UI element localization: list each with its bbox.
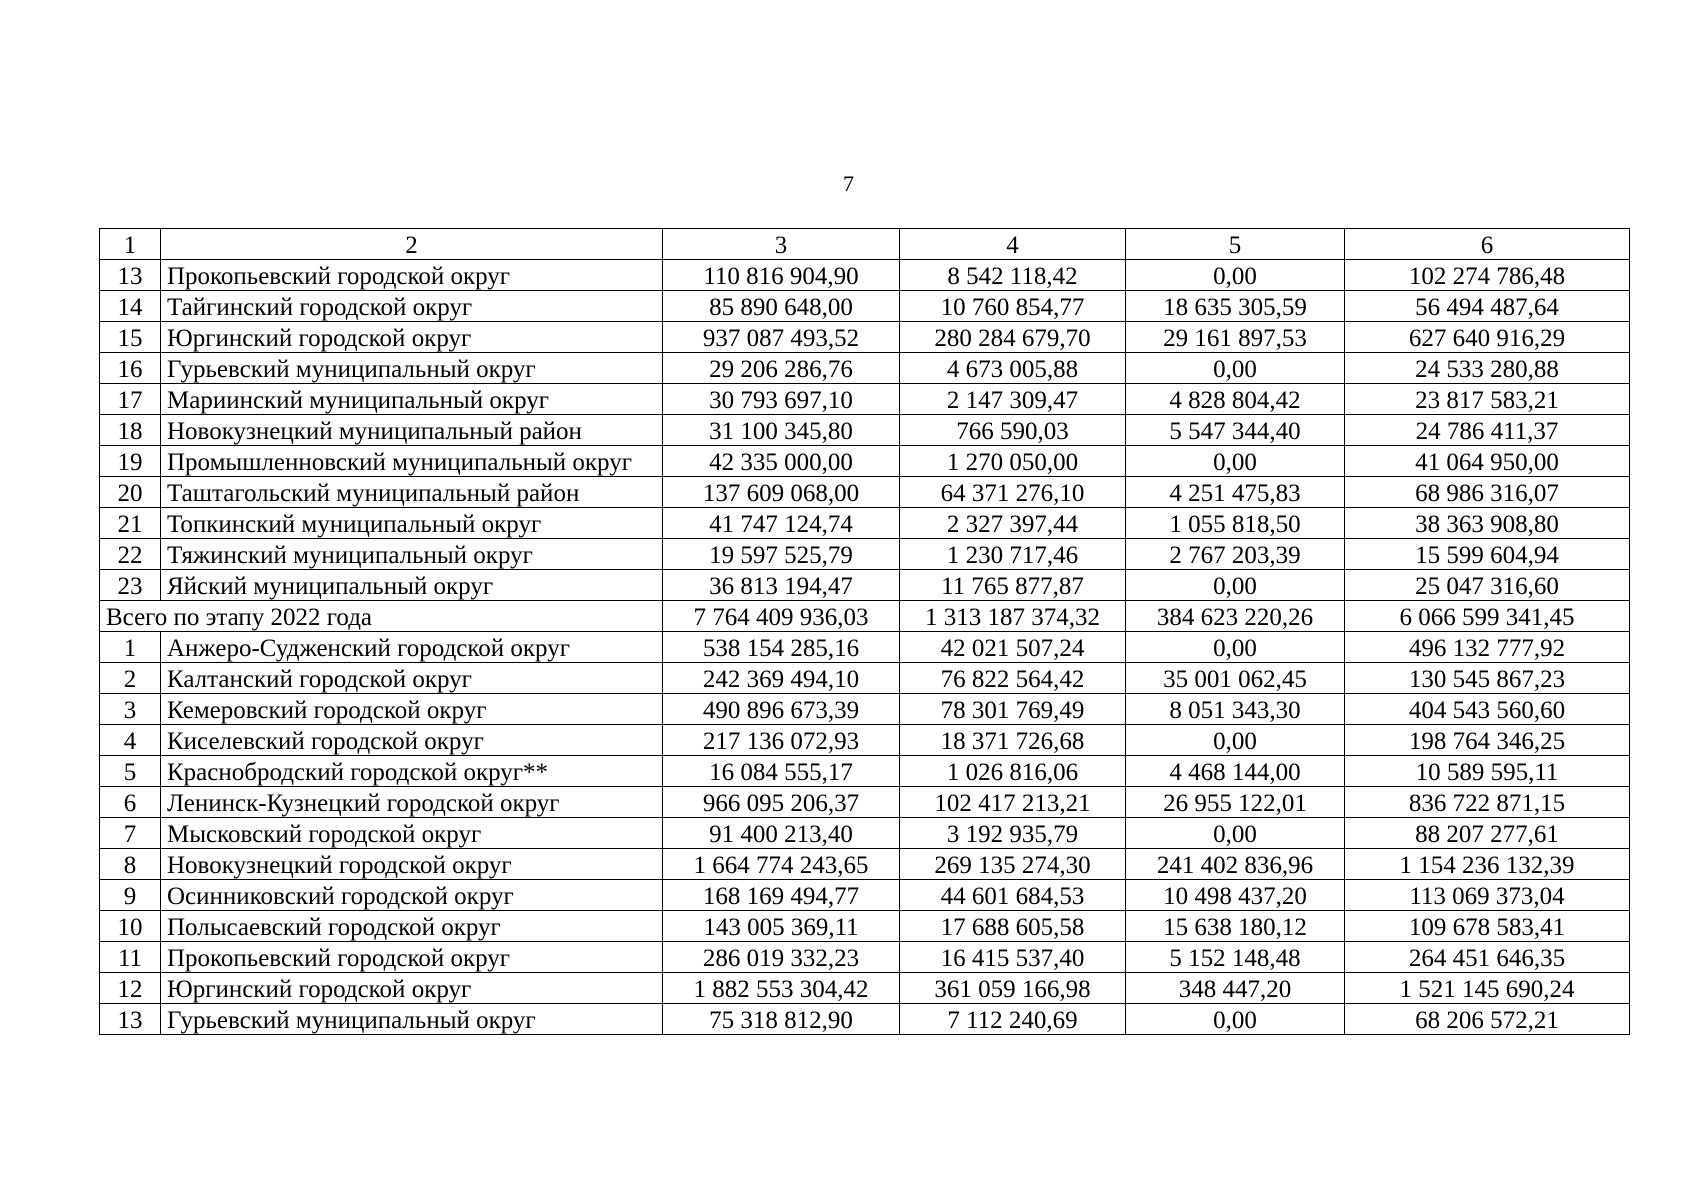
amount-c6: 496 132 777,92 <box>1345 632 1630 663</box>
row-number: 6 <box>100 787 161 818</box>
table-row <box>100 849 1630 880</box>
municipality-name: Топкинский муниципальный округ <box>161 508 663 539</box>
amount-c3: 242 369 494,10 <box>663 663 900 694</box>
column-header: 4 <box>900 229 1126 260</box>
amount-c5: 15 638 180,12 <box>1126 911 1345 942</box>
amount-c3: 538 154 285,16 <box>663 632 900 663</box>
amount-c3: 30 793 697,10 <box>663 384 900 415</box>
amount-c6: 10 589 595,11 <box>1345 756 1630 787</box>
amount-c6: 56 494 487,64 <box>1345 291 1630 322</box>
amount-c6: 1 154 236 132,39 <box>1345 849 1630 880</box>
table-row <box>100 477 1630 508</box>
amount-c4: 280 284 679,70 <box>900 322 1126 353</box>
total-row <box>100 601 1630 632</box>
amount-c5: 10 498 437,20 <box>1126 880 1345 911</box>
row-number: 17 <box>100 384 161 415</box>
row-number: 14 <box>100 291 161 322</box>
municipality-name: Таштагольский муниципальный район <box>161 477 663 508</box>
amount-c3: 217 136 072,93 <box>663 725 900 756</box>
table-row <box>100 539 1630 570</box>
table-row <box>100 632 1630 663</box>
amount-c5: 26 955 122,01 <box>1126 787 1345 818</box>
amount-c3: 41 747 124,74 <box>663 508 900 539</box>
municipality-name: Гурьевский муниципальный округ <box>161 1004 663 1035</box>
amount-c3: 143 005 369,11 <box>663 911 900 942</box>
amount-c4: 8 542 118,42 <box>900 260 1126 291</box>
amount-c4: 269 135 274,30 <box>900 849 1126 880</box>
amount-c4: 16 415 537,40 <box>900 942 1126 973</box>
amount-c6: 15 599 604,94 <box>1345 539 1630 570</box>
municipality-name: Осинниковский городской округ <box>161 880 663 911</box>
amount-c3: 31 100 345,80 <box>663 415 900 446</box>
municipality-name: Промышленновский муниципальный округ <box>161 446 663 477</box>
amount-c5: 0,00 <box>1126 446 1345 477</box>
total-amount-c4: 1 313 187 374,32 <box>900 601 1126 632</box>
row-number: 4 <box>100 725 161 756</box>
municipality-name: Мариинский муниципальный округ <box>161 384 663 415</box>
amount-c3: 19 597 525,79 <box>663 539 900 570</box>
amount-c3: 91 400 213,40 <box>663 818 900 849</box>
amount-c6: 264 451 646,35 <box>1345 942 1630 973</box>
amount-c6: 130 545 867,23 <box>1345 663 1630 694</box>
amount-c4: 1 026 816,06 <box>900 756 1126 787</box>
table-row <box>100 353 1630 384</box>
row-number: 22 <box>100 539 161 570</box>
amount-c5: 4 828 804,42 <box>1126 384 1345 415</box>
amount-c5: 5 547 344,40 <box>1126 415 1345 446</box>
amount-c4: 18 371 726,68 <box>900 725 1126 756</box>
amount-c6: 41 064 950,00 <box>1345 446 1630 477</box>
amount-c4: 78 301 769,49 <box>900 694 1126 725</box>
table-row <box>100 260 1630 291</box>
table-row <box>100 446 1630 477</box>
amount-c3: 16 084 555,17 <box>663 756 900 787</box>
amount-c3: 1 882 553 304,42 <box>663 973 900 1004</box>
table-row <box>100 725 1630 756</box>
row-number: 20 <box>100 477 161 508</box>
municipality-name: Мысковский городской округ <box>161 818 663 849</box>
table-row <box>100 415 1630 446</box>
subsidy-table <box>99 228 1630 1035</box>
amount-c4: 76 822 564,42 <box>900 663 1126 694</box>
table-row <box>100 911 1630 942</box>
amount-c5: 0,00 <box>1126 818 1345 849</box>
column-header: 1 <box>100 229 161 260</box>
row-number: 8 <box>100 849 161 880</box>
amount-c6: 68 986 316,07 <box>1345 477 1630 508</box>
municipality-name: Прокопьевский городской округ <box>161 260 663 291</box>
amount-c4: 3 192 935,79 <box>900 818 1126 849</box>
table-row <box>100 508 1630 539</box>
row-number: 5 <box>100 756 161 787</box>
column-header: 6 <box>1345 229 1630 260</box>
amount-c6: 102 274 786,48 <box>1345 260 1630 291</box>
amount-c3: 110 816 904,90 <box>663 260 900 291</box>
row-number: 2 <box>100 663 161 694</box>
municipality-name: Калтанский городской округ <box>161 663 663 694</box>
amount-c3: 490 896 673,39 <box>663 694 900 725</box>
amount-c4: 361 059 166,98 <box>900 973 1126 1004</box>
amount-c3: 168 169 494,77 <box>663 880 900 911</box>
amount-c6: 836 722 871,15 <box>1345 787 1630 818</box>
amount-c5: 0,00 <box>1126 353 1345 384</box>
municipality-name: Ленинск-Кузнецкий городской округ <box>161 787 663 818</box>
municipality-name: Новокузнецкий городской округ <box>161 849 663 880</box>
table-row <box>100 570 1630 601</box>
municipality-name: Киселевский городской округ <box>161 725 663 756</box>
row-number: 16 <box>100 353 161 384</box>
amount-c4: 2 147 309,47 <box>900 384 1126 415</box>
total-amount-c3: 7 764 409 936,03 <box>663 601 900 632</box>
amount-c4: 42 021 507,24 <box>900 632 1126 663</box>
row-number: 3 <box>100 694 161 725</box>
column-header: 5 <box>1126 229 1345 260</box>
row-number: 21 <box>100 508 161 539</box>
amount-c5: 35 001 062,45 <box>1126 663 1345 694</box>
amount-c5: 8 051 343,30 <box>1126 694 1345 725</box>
municipality-name: Прокопьевский городской округ <box>161 942 663 973</box>
table-row <box>100 942 1630 973</box>
amount-c4: 102 417 213,21 <box>900 787 1126 818</box>
table-row <box>100 787 1630 818</box>
amount-c6: 627 640 916,29 <box>1345 322 1630 353</box>
municipality-name: Гурьевский муниципальный округ <box>161 353 663 384</box>
amount-c5: 1 055 818,50 <box>1126 508 1345 539</box>
amount-c5: 5 152 148,48 <box>1126 942 1345 973</box>
row-number: 19 <box>100 446 161 477</box>
amount-c6: 404 543 560,60 <box>1345 694 1630 725</box>
amount-c3: 29 206 286,76 <box>663 353 900 384</box>
amount-c4: 1 270 050,00 <box>900 446 1126 477</box>
column-numbers-row <box>100 229 1630 260</box>
amount-c6: 198 764 346,25 <box>1345 725 1630 756</box>
amount-c5: 4 251 475,83 <box>1126 477 1345 508</box>
page-number: 7 <box>843 171 854 196</box>
amount-c6: 25 047 316,60 <box>1345 570 1630 601</box>
row-number: 9 <box>100 880 161 911</box>
amount-c6: 1 521 145 690,24 <box>1345 973 1630 1004</box>
municipality-name: Юргинский городской округ <box>161 322 663 353</box>
row-number: 1 <box>100 632 161 663</box>
amount-c6: 24 533 280,88 <box>1345 353 1630 384</box>
amount-c3: 137 609 068,00 <box>663 477 900 508</box>
amount-c5: 0,00 <box>1126 570 1345 601</box>
amount-c5: 4 468 144,00 <box>1126 756 1345 787</box>
table-row <box>100 818 1630 849</box>
amount-c4: 4 673 005,88 <box>900 353 1126 384</box>
total-amount-c6: 6 066 599 341,45 <box>1345 601 1630 632</box>
municipality-name: Яйский муниципальный округ <box>161 570 663 601</box>
amount-c4: 11 765 877,87 <box>900 570 1126 601</box>
table-row <box>100 973 1630 1004</box>
amount-c3: 85 890 648,00 <box>663 291 900 322</box>
municipality-name: Полысаевский городской округ <box>161 911 663 942</box>
table-row <box>100 694 1630 725</box>
amount-c4: 17 688 605,58 <box>900 911 1126 942</box>
row-number: 13 <box>100 1004 161 1035</box>
amount-c4: 2 327 397,44 <box>900 508 1126 539</box>
amount-c4: 7 112 240,69 <box>900 1004 1126 1035</box>
row-number: 23 <box>100 570 161 601</box>
row-number: 12 <box>100 973 161 1004</box>
amount-c4: 44 601 684,53 <box>900 880 1126 911</box>
municipality-name: Кемеровский городской округ <box>161 694 663 725</box>
amount-c3: 966 095 206,37 <box>663 787 900 818</box>
municipality-name: Краснобродский городской округ** <box>161 756 663 787</box>
amount-c4: 64 371 276,10 <box>900 477 1126 508</box>
table-row <box>100 880 1630 911</box>
amount-c3: 36 813 194,47 <box>663 570 900 601</box>
amount-c5: 2 767 203,39 <box>1126 539 1345 570</box>
amount-c5: 241 402 836,96 <box>1126 849 1345 880</box>
amount-c3: 42 335 000,00 <box>663 446 900 477</box>
table-row <box>100 1004 1630 1035</box>
amount-c6: 68 206 572,21 <box>1345 1004 1630 1035</box>
amount-c6: 88 207 277,61 <box>1345 818 1630 849</box>
amount-c3: 937 087 493,52 <box>663 322 900 353</box>
table-row <box>100 291 1630 322</box>
amount-c5: 348 447,20 <box>1126 973 1345 1004</box>
amount-c5: 0,00 <box>1126 260 1345 291</box>
total-label: Всего по этапу 2022 года <box>100 601 663 632</box>
amount-c4: 1 230 717,46 <box>900 539 1126 570</box>
table-row <box>100 756 1630 787</box>
row-number: 10 <box>100 911 161 942</box>
amount-c3: 75 318 812,90 <box>663 1004 900 1035</box>
amount-c5: 18 635 305,59 <box>1126 291 1345 322</box>
amount-c4: 766 590,03 <box>900 415 1126 446</box>
row-number: 11 <box>100 942 161 973</box>
municipality-name: Тайгинский городской округ <box>161 291 663 322</box>
row-number: 18 <box>100 415 161 446</box>
amount-c3: 1 664 774 243,65 <box>663 849 900 880</box>
amount-c4: 10 760 854,77 <box>900 291 1126 322</box>
amount-c6: 109 678 583,41 <box>1345 911 1630 942</box>
municipality-name: Тяжинский муниципальный округ <box>161 539 663 570</box>
municipality-name: Новокузнецкий муниципальный район <box>161 415 663 446</box>
municipality-name: Анжеро-Судженский городской округ <box>161 632 663 663</box>
table-row <box>100 384 1630 415</box>
amount-c5: 29 161 897,53 <box>1126 322 1345 353</box>
total-amount-c5: 384 623 220,26 <box>1126 601 1345 632</box>
row-number: 15 <box>100 322 161 353</box>
amount-c6: 38 363 908,80 <box>1345 508 1630 539</box>
table-row <box>100 322 1630 353</box>
amount-c6: 23 817 583,21 <box>1345 384 1630 415</box>
amount-c6: 113 069 373,04 <box>1345 880 1630 911</box>
table-row <box>100 663 1630 694</box>
row-number: 13 <box>100 260 161 291</box>
column-header: 3 <box>663 229 900 260</box>
amount-c5: 0,00 <box>1126 725 1345 756</box>
amount-c5: 0,00 <box>1126 632 1345 663</box>
amount-c6: 24 786 411,37 <box>1345 415 1630 446</box>
amount-c3: 286 019 332,23 <box>663 942 900 973</box>
amount-c5: 0,00 <box>1126 1004 1345 1035</box>
row-number: 7 <box>100 818 161 849</box>
municipality-name: Юргинский городской округ <box>161 973 663 1004</box>
column-header: 2 <box>161 229 663 260</box>
